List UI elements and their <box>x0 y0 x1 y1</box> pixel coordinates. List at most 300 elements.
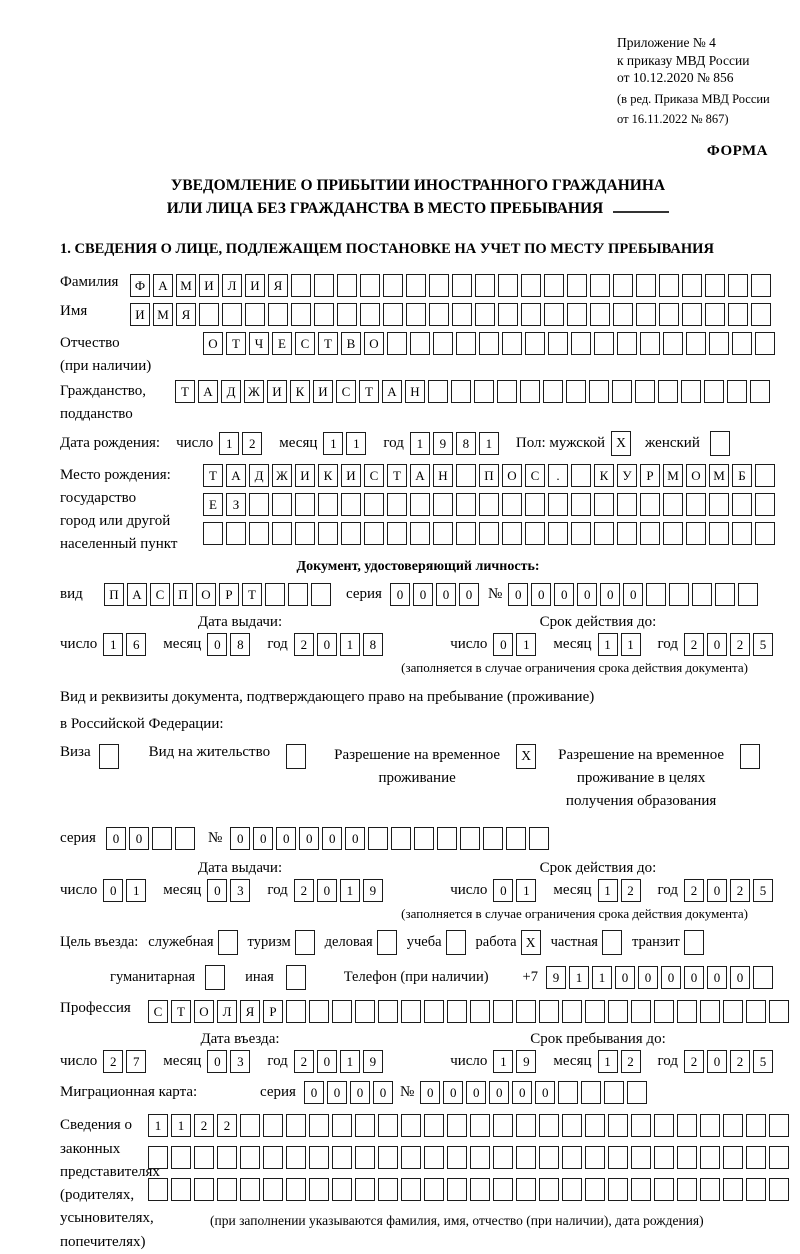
char-cell[interactable] <box>658 380 678 403</box>
stay-valid-month-input[interactable] <box>598 879 644 902</box>
char-cell[interactable] <box>341 493 361 516</box>
char-cell[interactable]: 2 <box>242 432 262 455</box>
char-cell[interactable] <box>456 464 476 487</box>
stay-valid-day-input[interactable] <box>493 879 539 902</box>
char-cell[interactable] <box>222 303 242 326</box>
char-cell[interactable]: С <box>148 1000 168 1023</box>
char-cell[interactable] <box>612 380 632 403</box>
char-cell[interactable] <box>447 1000 467 1023</box>
char-cell[interactable] <box>447 1178 467 1201</box>
char-cell[interactable] <box>571 464 591 487</box>
char-cell[interactable]: С <box>364 464 384 487</box>
char-cell[interactable] <box>387 493 407 516</box>
char-cell[interactable] <box>414 827 434 850</box>
char-cell[interactable] <box>337 274 357 297</box>
char-cell[interactable] <box>470 1114 490 1137</box>
char-cell[interactable] <box>617 522 637 545</box>
char-cell[interactable]: К <box>594 464 614 487</box>
char-cell[interactable] <box>452 274 472 297</box>
char-cell[interactable] <box>529 827 549 850</box>
char-cell[interactable] <box>383 274 403 297</box>
char-cell[interactable] <box>566 380 586 403</box>
char-cell[interactable]: 0 <box>420 1081 440 1104</box>
char-cell[interactable] <box>268 303 288 326</box>
char-cell[interactable] <box>704 380 724 403</box>
char-cell[interactable]: И <box>130 303 150 326</box>
char-cell[interactable]: 0 <box>684 966 704 989</box>
stay-number-input[interactable] <box>230 827 552 850</box>
char-cell[interactable] <box>755 493 775 516</box>
char-cell[interactable] <box>447 1146 467 1169</box>
char-cell[interactable]: 0 <box>535 1081 555 1104</box>
char-cell[interactable]: Л <box>222 274 242 297</box>
char-cell[interactable] <box>493 1178 513 1201</box>
char-cell[interactable] <box>314 274 334 297</box>
char-cell[interactable]: О <box>502 464 522 487</box>
char-cell[interactable] <box>272 522 292 545</box>
char-cell[interactable] <box>613 274 633 297</box>
char-cell[interactable] <box>337 303 357 326</box>
char-cell[interactable] <box>562 1146 582 1169</box>
char-cell[interactable] <box>424 1000 444 1023</box>
char-cell[interactable] <box>567 274 587 297</box>
char-cell[interactable] <box>525 332 545 355</box>
char-cell[interactable]: С <box>150 583 170 606</box>
birth-year-input[interactable] <box>410 432 502 455</box>
char-cell[interactable] <box>709 493 729 516</box>
char-cell[interactable] <box>525 493 545 516</box>
char-cell[interactable] <box>525 522 545 545</box>
char-cell[interactable] <box>746 1114 766 1137</box>
char-cell[interactable]: 0 <box>623 583 643 606</box>
char-cell[interactable]: 0 <box>373 1081 393 1104</box>
char-cell[interactable]: С <box>336 380 356 403</box>
char-cell[interactable]: 2 <box>684 633 704 656</box>
char-cell[interactable] <box>769 1178 789 1201</box>
issue-year-input[interactable] <box>294 633 386 656</box>
char-cell[interactable] <box>705 274 725 297</box>
char-cell[interactable] <box>424 1114 444 1137</box>
purpose-transit-checkbox[interactable] <box>684 930 704 955</box>
char-cell[interactable] <box>378 1000 398 1023</box>
char-cell[interactable]: 1 <box>598 1050 618 1073</box>
char-cell[interactable] <box>387 522 407 545</box>
char-cell[interactable] <box>240 1146 260 1169</box>
char-cell[interactable]: 0 <box>554 583 574 606</box>
char-cell[interactable] <box>355 1114 375 1137</box>
char-cell[interactable] <box>746 1000 766 1023</box>
stay-valid-year-input[interactable] <box>684 879 776 902</box>
char-cell[interactable] <box>406 303 426 326</box>
char-cell[interactable] <box>608 1000 628 1023</box>
issue-day-input[interactable] <box>103 633 149 656</box>
char-cell[interactable]: 9 <box>546 966 566 989</box>
char-cell[interactable] <box>585 1114 605 1137</box>
char-cell[interactable]: 0 <box>707 966 727 989</box>
char-cell[interactable] <box>470 1146 490 1169</box>
char-cell[interactable] <box>669 583 689 606</box>
char-cell[interactable]: О <box>686 464 706 487</box>
char-cell[interactable] <box>732 332 752 355</box>
char-cell[interactable]: 5 <box>753 1050 773 1073</box>
char-cell[interactable]: О <box>203 332 223 355</box>
char-cell[interactable]: 0 <box>707 879 727 902</box>
char-cell[interactable]: 1 <box>148 1114 168 1137</box>
char-cell[interactable] <box>728 274 748 297</box>
char-cell[interactable]: И <box>313 380 333 403</box>
char-cell[interactable]: Р <box>263 1000 283 1023</box>
char-cell[interactable]: 1 <box>479 432 499 455</box>
char-cell[interactable] <box>148 1146 168 1169</box>
char-cell[interactable] <box>700 1000 720 1023</box>
char-cell[interactable]: 2 <box>684 879 704 902</box>
char-cell[interactable] <box>562 1000 582 1023</box>
char-cell[interactable]: Ч <box>249 332 269 355</box>
char-cell[interactable] <box>318 493 338 516</box>
char-cell[interactable] <box>355 1178 375 1201</box>
char-cell[interactable] <box>516 1114 536 1137</box>
char-cell[interactable] <box>746 1178 766 1201</box>
char-cell[interactable]: М <box>663 464 683 487</box>
char-cell[interactable]: Ж <box>272 464 292 487</box>
char-cell[interactable]: 0 <box>345 827 365 850</box>
char-cell[interactable] <box>520 380 540 403</box>
valid-day-input[interactable] <box>493 633 539 656</box>
char-cell[interactable]: 2 <box>194 1114 214 1137</box>
char-cell[interactable]: . <box>548 464 568 487</box>
char-cell[interactable] <box>456 522 476 545</box>
char-cell[interactable] <box>217 1146 237 1169</box>
char-cell[interactable] <box>332 1178 352 1201</box>
char-cell[interactable] <box>548 493 568 516</box>
char-cell[interactable] <box>226 522 246 545</box>
char-cell[interactable]: 0 <box>129 827 149 850</box>
char-cell[interactable] <box>594 332 614 355</box>
doc-type-input[interactable] <box>104 583 334 606</box>
char-cell[interactable]: 1 <box>569 966 589 989</box>
char-cell[interactable] <box>635 380 655 403</box>
char-cell[interactable]: 3 <box>230 1050 250 1073</box>
stay-until-month-input[interactable] <box>598 1050 644 1073</box>
char-cell[interactable] <box>539 1114 559 1137</box>
char-cell[interactable] <box>475 303 495 326</box>
char-cell[interactable] <box>543 380 563 403</box>
char-cell[interactable]: 5 <box>753 633 773 656</box>
char-cell[interactable] <box>769 1114 789 1137</box>
char-cell[interactable] <box>263 1146 283 1169</box>
char-cell[interactable] <box>506 827 526 850</box>
char-cell[interactable] <box>750 380 770 403</box>
char-cell[interactable] <box>498 274 518 297</box>
char-cell[interactable] <box>502 493 522 516</box>
char-cell[interactable] <box>516 1178 536 1201</box>
char-cell[interactable]: 0 <box>707 633 727 656</box>
char-cell[interactable]: 8 <box>363 633 383 656</box>
char-cell[interactable] <box>152 827 172 850</box>
char-cell[interactable] <box>437 827 457 850</box>
char-cell[interactable]: Я <box>176 303 196 326</box>
char-cell[interactable] <box>240 1114 260 1137</box>
residence-permit-checkbox[interactable] <box>286 744 306 769</box>
char-cell[interactable] <box>544 303 564 326</box>
valid-month-input[interactable] <box>598 633 644 656</box>
char-cell[interactable] <box>309 1114 329 1137</box>
char-cell[interactable]: 2 <box>730 633 750 656</box>
char-cell[interactable] <box>429 303 449 326</box>
char-cell[interactable] <box>452 303 472 326</box>
char-cell[interactable] <box>727 380 747 403</box>
char-cell[interactable]: О <box>364 332 384 355</box>
sex-male-checkbox[interactable]: X <box>611 431 631 456</box>
char-cell[interactable] <box>474 380 494 403</box>
char-cell[interactable] <box>608 1114 628 1137</box>
char-cell[interactable]: Ж <box>244 380 264 403</box>
char-cell[interactable] <box>460 827 480 850</box>
char-cell[interactable]: 0 <box>436 583 456 606</box>
char-cell[interactable]: 1 <box>171 1114 191 1137</box>
char-cell[interactable]: 0 <box>466 1081 486 1104</box>
purpose-humanitarian-checkbox[interactable] <box>205 965 225 990</box>
char-cell[interactable]: 0 <box>327 1081 347 1104</box>
mc-number-input[interactable] <box>420 1081 650 1104</box>
char-cell[interactable]: 0 <box>276 827 296 850</box>
char-cell[interactable]: 0 <box>322 827 342 850</box>
char-cell[interactable] <box>640 493 660 516</box>
char-cell[interactable] <box>291 303 311 326</box>
char-cell[interactable] <box>663 493 683 516</box>
char-cell[interactable]: 0 <box>531 583 551 606</box>
char-cell[interactable] <box>265 583 285 606</box>
purpose-study-checkbox[interactable] <box>446 930 466 955</box>
char-cell[interactable]: 8 <box>456 432 476 455</box>
char-cell[interactable]: П <box>173 583 193 606</box>
stay-series-input[interactable] <box>106 827 198 850</box>
purpose-work-checkbox[interactable]: X <box>521 930 541 955</box>
char-cell[interactable]: И <box>199 274 219 297</box>
char-cell[interactable] <box>263 1178 283 1201</box>
char-cell[interactable] <box>581 1081 601 1104</box>
char-cell[interactable]: Л <box>217 1000 237 1023</box>
char-cell[interactable] <box>383 303 403 326</box>
char-cell[interactable]: Я <box>268 274 288 297</box>
char-cell[interactable]: Е <box>203 493 223 516</box>
char-cell[interactable] <box>447 1114 467 1137</box>
char-cell[interactable] <box>682 303 702 326</box>
visa-checkbox[interactable] <box>99 744 119 769</box>
char-cell[interactable]: 2 <box>730 1050 750 1073</box>
char-cell[interactable] <box>723 1000 743 1023</box>
char-cell[interactable]: К <box>318 464 338 487</box>
char-cell[interactable]: 2 <box>103 1050 123 1073</box>
char-cell[interactable]: Я <box>240 1000 260 1023</box>
char-cell[interactable] <box>521 274 541 297</box>
char-cell[interactable] <box>755 522 775 545</box>
birth-place-line2-input[interactable] <box>203 493 778 516</box>
char-cell[interactable]: 0 <box>508 583 528 606</box>
char-cell[interactable] <box>677 1178 697 1201</box>
char-cell[interactable] <box>148 1178 168 1201</box>
char-cell[interactable] <box>424 1146 444 1169</box>
char-cell[interactable]: 0 <box>459 583 479 606</box>
char-cell[interactable]: 0 <box>443 1081 463 1104</box>
char-cell[interactable]: 1 <box>410 432 430 455</box>
char-cell[interactable] <box>456 332 476 355</box>
char-cell[interactable]: С <box>295 332 315 355</box>
purpose-tourism-checkbox[interactable] <box>295 930 315 955</box>
char-cell[interactable]: 1 <box>219 432 239 455</box>
char-cell[interactable]: И <box>341 464 361 487</box>
char-cell[interactable] <box>171 1146 191 1169</box>
surname-input[interactable] <box>130 274 774 297</box>
char-cell[interactable] <box>171 1178 191 1201</box>
char-cell[interactable] <box>682 274 702 297</box>
birth-place-line1-input[interactable] <box>203 464 778 487</box>
birth-month-input[interactable] <box>323 432 369 455</box>
char-cell[interactable] <box>288 583 308 606</box>
char-cell[interactable] <box>548 522 568 545</box>
char-cell[interactable] <box>585 1146 605 1169</box>
char-cell[interactable] <box>608 1178 628 1201</box>
char-cell[interactable] <box>483 827 503 850</box>
char-cell[interactable] <box>355 1000 375 1023</box>
char-cell[interactable] <box>479 493 499 516</box>
char-cell[interactable]: 0 <box>413 583 433 606</box>
char-cell[interactable] <box>571 493 591 516</box>
char-cell[interactable] <box>636 274 656 297</box>
char-cell[interactable]: Е <box>272 332 292 355</box>
char-cell[interactable] <box>286 1000 306 1023</box>
char-cell[interactable]: 1 <box>493 1050 513 1073</box>
char-cell[interactable] <box>751 303 771 326</box>
char-cell[interactable] <box>590 303 610 326</box>
char-cell[interactable] <box>640 522 660 545</box>
char-cell[interactable] <box>406 274 426 297</box>
char-cell[interactable] <box>502 332 522 355</box>
char-cell[interactable]: 1 <box>598 633 618 656</box>
char-cell[interactable]: 9 <box>363 879 383 902</box>
char-cell[interactable]: 8 <box>230 633 250 656</box>
char-cell[interactable] <box>479 332 499 355</box>
char-cell[interactable] <box>424 1178 444 1201</box>
char-cell[interactable] <box>475 274 495 297</box>
char-cell[interactable]: 0 <box>577 583 597 606</box>
char-cell[interactable]: Б <box>732 464 752 487</box>
char-cell[interactable] <box>291 274 311 297</box>
char-cell[interactable]: Н <box>433 464 453 487</box>
entry-year-input[interactable] <box>294 1050 386 1073</box>
entry-month-input[interactable] <box>207 1050 253 1073</box>
char-cell[interactable] <box>456 493 476 516</box>
char-cell[interactable] <box>677 1146 697 1169</box>
char-cell[interactable] <box>332 1146 352 1169</box>
char-cell[interactable] <box>723 1178 743 1201</box>
stay-issue-year-input[interactable] <box>294 879 386 902</box>
char-cell[interactable]: А <box>153 274 173 297</box>
char-cell[interactable] <box>646 583 666 606</box>
char-cell[interactable] <box>497 380 517 403</box>
valid-year-input[interactable] <box>684 633 776 656</box>
char-cell[interactable]: 6 <box>126 633 146 656</box>
char-cell[interactable] <box>410 493 430 516</box>
char-cell[interactable]: Т <box>226 332 246 355</box>
char-cell[interactable] <box>309 1146 329 1169</box>
char-cell[interactable] <box>585 1000 605 1023</box>
purpose-business-checkbox[interactable] <box>377 930 397 955</box>
char-cell[interactable]: М <box>176 274 196 297</box>
char-cell[interactable]: А <box>226 464 246 487</box>
char-cell[interactable] <box>493 1146 513 1169</box>
char-cell[interactable] <box>686 522 706 545</box>
char-cell[interactable] <box>360 274 380 297</box>
char-cell[interactable] <box>692 583 712 606</box>
char-cell[interactable]: Р <box>640 464 660 487</box>
char-cell[interactable] <box>428 380 448 403</box>
char-cell[interactable] <box>360 303 380 326</box>
char-cell[interactable] <box>677 1000 697 1023</box>
char-cell[interactable]: З <box>226 493 246 516</box>
char-cell[interactable] <box>700 1146 720 1169</box>
char-cell[interactable] <box>378 1146 398 1169</box>
char-cell[interactable] <box>723 1114 743 1137</box>
char-cell[interactable]: 1 <box>340 633 360 656</box>
char-cell[interactable] <box>249 493 269 516</box>
char-cell[interactable]: 2 <box>294 633 314 656</box>
char-cell[interactable] <box>479 522 499 545</box>
rvp-education-checkbox[interactable] <box>740 744 760 769</box>
representatives-line3-input[interactable] <box>148 1178 792 1201</box>
representatives-line1-input[interactable] <box>148 1114 792 1137</box>
purpose-other-checkbox[interactable] <box>286 965 306 990</box>
char-cell[interactable] <box>341 522 361 545</box>
doc-series-input[interactable] <box>390 583 482 606</box>
char-cell[interactable] <box>700 1178 720 1201</box>
char-cell[interactable]: 2 <box>217 1114 237 1137</box>
char-cell[interactable] <box>594 493 614 516</box>
char-cell[interactable]: 0 <box>106 827 126 850</box>
char-cell[interactable]: М <box>709 464 729 487</box>
char-cell[interactable]: А <box>410 464 430 487</box>
char-cell[interactable] <box>589 380 609 403</box>
char-cell[interactable]: А <box>127 583 147 606</box>
char-cell[interactable]: 1 <box>126 879 146 902</box>
char-cell[interactable]: 2 <box>730 879 750 902</box>
char-cell[interactable] <box>493 1000 513 1023</box>
char-cell[interactable] <box>709 522 729 545</box>
char-cell[interactable]: 2 <box>294 1050 314 1073</box>
char-cell[interactable] <box>715 583 735 606</box>
char-cell[interactable] <box>590 274 610 297</box>
char-cell[interactable]: Т <box>175 380 195 403</box>
char-cell[interactable]: О <box>194 1000 214 1023</box>
char-cell[interactable] <box>401 1146 421 1169</box>
char-cell[interactable] <box>585 1178 605 1201</box>
char-cell[interactable] <box>521 303 541 326</box>
char-cell[interactable] <box>753 966 773 989</box>
char-cell[interactable]: 1 <box>516 879 536 902</box>
char-cell[interactable]: 7 <box>126 1050 146 1073</box>
char-cell[interactable] <box>663 522 683 545</box>
char-cell[interactable] <box>433 332 453 355</box>
char-cell[interactable]: И <box>295 464 315 487</box>
char-cell[interactable] <box>631 1146 651 1169</box>
char-cell[interactable] <box>332 1000 352 1023</box>
char-cell[interactable]: 0 <box>707 1050 727 1073</box>
char-cell[interactable] <box>401 1000 421 1023</box>
char-cell[interactable]: С <box>525 464 545 487</box>
char-cell[interactable] <box>387 332 407 355</box>
char-cell[interactable]: А <box>198 380 218 403</box>
char-cell[interactable] <box>562 1178 582 1201</box>
